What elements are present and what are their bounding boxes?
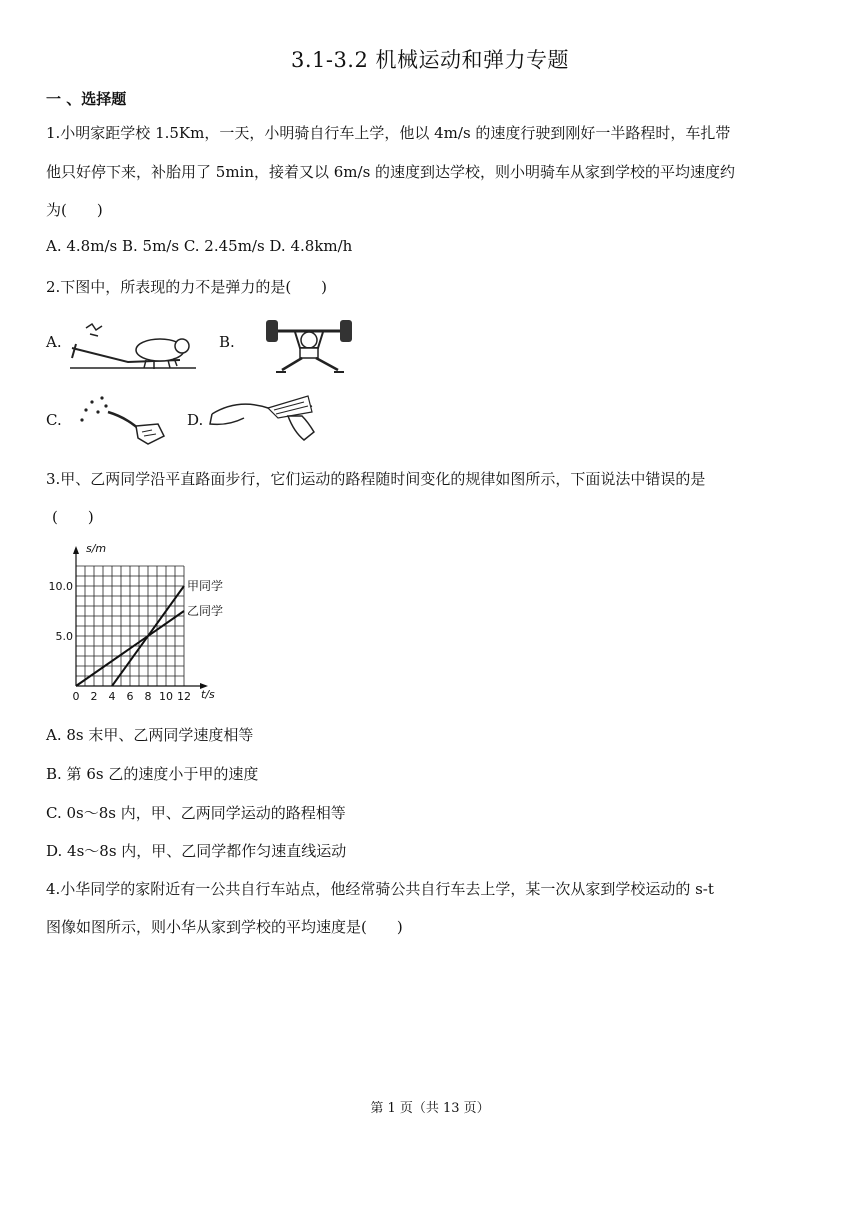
- hand-bending-wand-picture: [78, 390, 170, 450]
- y-axis-label: s/m: [86, 542, 107, 555]
- q1-line-3: 为( ): [46, 201, 103, 219]
- series-label: 甲同学: [187, 579, 224, 593]
- q2-option-c-label: C.: [46, 411, 62, 429]
- q3-option-a: A. 8s 末甲、乙两同学速度相等: [46, 726, 254, 744]
- chart-series: [76, 579, 223, 686]
- q3-option-c: C. 0s～8s 内，甲、乙两同学运动的路程相等: [46, 804, 346, 822]
- q3-option-b: B. 第 6s 乙的速度小于甲的速度: [46, 765, 259, 783]
- x-axis-label: t/s: [201, 688, 215, 701]
- q4-line-1: 4.小华同学的家附近有一公共自行车站点，他经常骑公共自行车去上学，某一次从家到学校运动的 s-t: [46, 880, 714, 898]
- q2-option-a-label: A.: [46, 333, 62, 351]
- q2-option-d-label: D.: [187, 411, 204, 429]
- q3-line-1: 3.甲、乙两同学沿平直路面步行，它们运动的路程随时间变化的规律如图所示，下面说法中错误的是: [46, 470, 706, 488]
- rope-pulling-pig-picture: [68, 318, 198, 372]
- x-tick-label: 0: [72, 690, 80, 703]
- x-tick-label: 10: [159, 690, 173, 703]
- st-graph-chart: [46, 540, 236, 710]
- chart-tick-labels: [49, 580, 192, 703]
- chart-grid: [76, 566, 184, 686]
- y-tick-label: 5.0: [55, 630, 73, 643]
- q1-line-2: 他只好停下来，补胎用了 5min，接着又以 6m/s 的速度到达学校，则小明骑车从家到学校的平均速度约: [46, 163, 736, 181]
- section-heading: 一 、选择题: [46, 90, 127, 108]
- x-tick-label: 4: [108, 690, 116, 703]
- series-label: 乙同学: [187, 604, 224, 618]
- q4-line-2: 图像如图所示，则小华从家到学校的平均速度是( ): [46, 918, 403, 936]
- q1-options: A. 4.8m/s B. 5m/s C. 2.45m/s D. 4.8km/h: [46, 237, 353, 255]
- q3-line-2: ( ): [52, 508, 94, 526]
- page-footer: 第 1 页（共 13 页）: [370, 1101, 490, 1116]
- q2-option-b-label: B.: [219, 333, 235, 351]
- y-axis-arrow: [73, 546, 79, 554]
- x-tick-label: 12: [177, 690, 191, 703]
- hand-stretching-band-picture: [208, 392, 318, 444]
- page-title: 3.1-3.2 机械运动和弹力专题: [290, 48, 570, 72]
- q2-stem: 2.下图中，所表现的力不是弹力的是( ): [46, 278, 328, 296]
- y-tick-label: 10.0: [48, 580, 73, 593]
- q1-line-1: 1.小明家距学校 1.5Km，一天，小明骑自行车上学，他以 4m/s 的速度行驶到刚好一半路程时，车扎带: [46, 124, 731, 142]
- q3-option-d: D. 4s～8s 内，甲、乙同学都作匀速直线运动: [46, 842, 347, 860]
- x-tick-label: 6: [126, 690, 134, 703]
- x-tick-label: 8: [144, 690, 152, 703]
- x-tick-label: 2: [90, 690, 98, 703]
- weightlifter-picture: [260, 314, 358, 376]
